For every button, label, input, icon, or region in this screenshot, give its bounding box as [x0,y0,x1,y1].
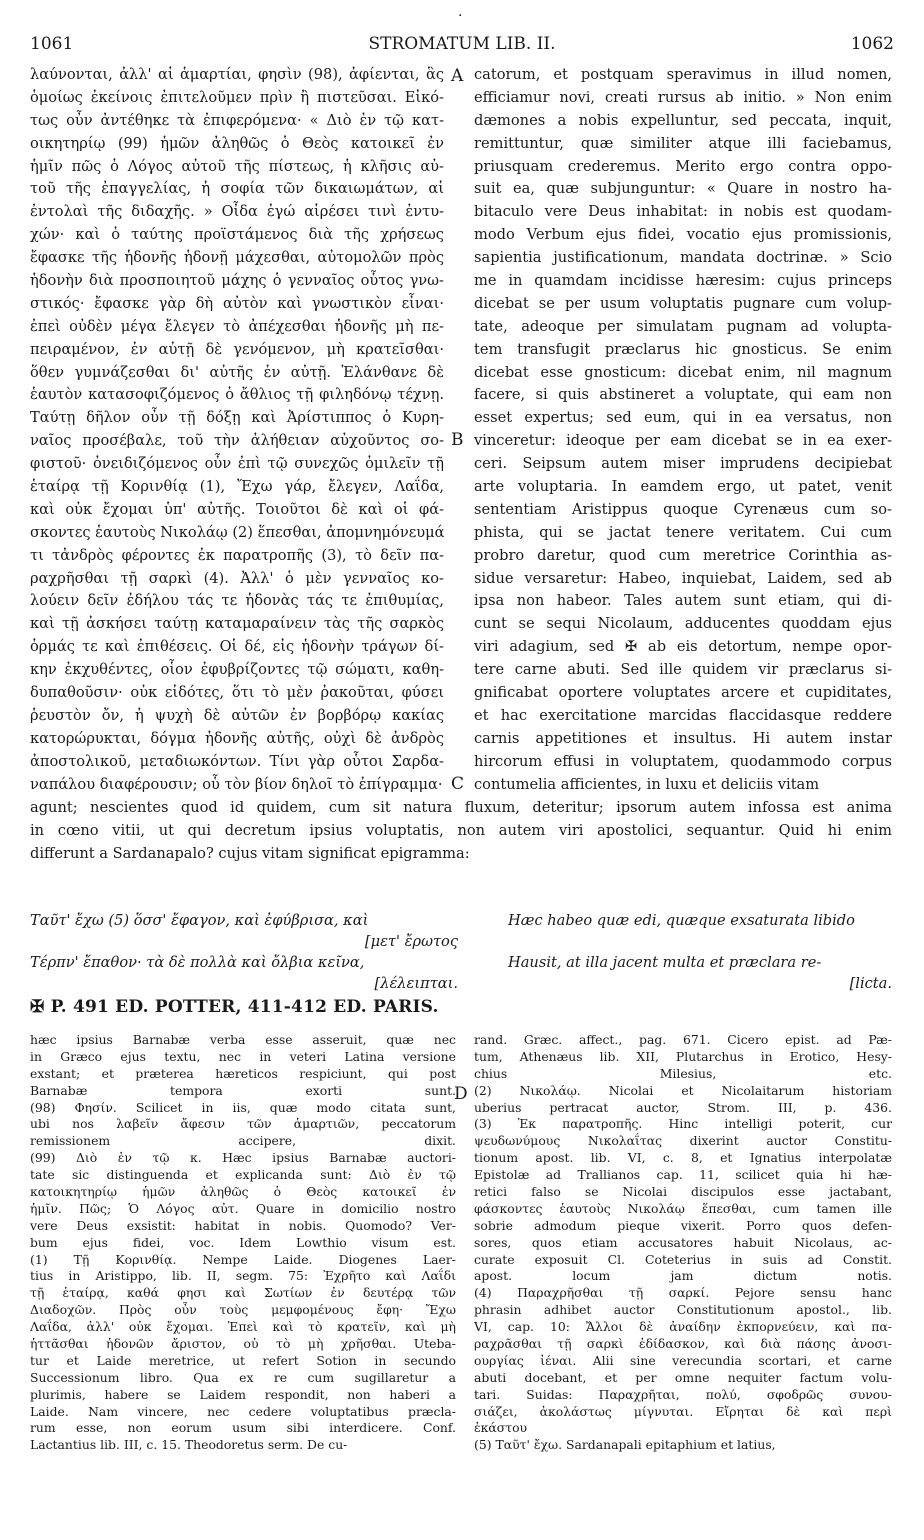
latin-text-line: bitaculo vere Deus inhabitat: in nobis est quodam- [474,203,892,221]
verse-latin-line-3: [licta. [849,975,892,992]
footnote-left-line: τῇ ἑταίρᾳ, καθά φησι καὶ Σωτίων ἐν δευτέρᾳ τῶν [30,1285,456,1301]
full-width-text [30,797,892,866]
latin-text-line: esset expertus; sed eum, qui in ea versatus, non [474,409,892,427]
latin-text-line: phista, qui se jactat tenere veritatem. Cui cum [474,523,892,541]
greek-text-line: σκοντες ἑαυτοὺς Νικολάῳ (2) ἕπεσθαι, ἀπομνημόνευμά [30,523,444,541]
footnote-right-line: VI, cap. 10: Ἄλλοι δὲ ἀναίδην ἐκπορνεύειν, καὶ πα- [474,1319,892,1335]
footnote-right-line: rand. Græc. affect., pag. 671. Cicero epist. ad Pæ- [474,1032,892,1047]
footnote-right-line: tionum apost. lib. VI, c. 8, et Ignatius interpolatæ [474,1150,892,1166]
latin-text-line: remittuntur, quæ similiter atque illi faciebamus, [474,134,892,152]
verse-greek-line-3: Τέρπν' ἔπαθον· τὰ δὲ πολλὰ καὶ ὄλβια κεῖνα, [30,954,365,971]
greek-text-line: ναπάλου διαφέρουσιν; οὗ τὸν βίον δηλοῖ τὸ ἐπίγραμμα· [30,775,443,793]
verse-greek-line-1: Ταῦτ' ἔχω (5) ὅσσ' ἔφαγον, καὶ ἐφύβρισα, καὶ [30,912,369,929]
latin-text-line: modo Verbum ejus fidei, vocatio ejus promissionis, [474,226,892,244]
latin-text-line: priusquam crederemus. Merito ergo contra oppo- [474,157,892,175]
footnote-right-line: ουργίας ἰέναι. Alii sine verecundia scortari, et carne [474,1352,892,1368]
latin-text-line: ceri. Seipsum autem miser imprudens decipiebat [474,455,892,473]
full-width-text-line: differunt a Sardanapalo? cujus vitam significat epigramma: [30,844,470,862]
latin-text-line: ipsa non habeor. Tales autem sunt etiam, qui di- [474,592,892,610]
footnote-right-line: sobrie admodum pieque vixerit. Porro quos defen- [474,1217,892,1233]
greek-text-line: οικητηρίῳ (99) ἡμῶν ἀληθῶς ὁ Θεὸς κατοικεῖ ἐν [30,134,444,152]
latin-text-line: tate, adeoque per simulatam pugnam ad volupta- [474,317,892,335]
greek-text-line: ἡμῖν πῶς ὁ Λόγος αὐτοῦ τῆς πίστεως, ἡ κλῆσις αὐ- [30,157,444,175]
footnote-left-line: Barnabæ tempora exorti sunt. [30,1082,456,1098]
footnote-right-line: sores, quos etiam accusatores habuit Nicolaus, ac- [474,1234,892,1250]
footnote-left-line: Lactantius lib. III, c. 15. Theodoretus serm. De cu- [30,1437,348,1453]
footnote-right-line: (5) Ταῦτ' ἔχω. Sardanapali epitaphium et latius, [474,1437,776,1453]
margin-marker-b: B [451,430,464,450]
greek-text-line: ἑταίρᾳ τῇ Κορινθίᾳ (1), Ἔχω γάρ, ἔλεγεν, Λαΐδα, [30,478,444,496]
footnote-left-line: tius in Aristippo, lib. II, segm. 75: Ἐχρῆτο καὶ Λαΐδι [30,1268,456,1284]
greek-text-line: κατορώρυκται, δόγμα ἡδονῆς αὐτῆς, οὐχὶ δὲ ἀνδρὸς [30,729,444,747]
latin-text-line: et hac exercitatione marcidas flaccidasque reddere [474,706,892,724]
greek-text-line: δυπαθοῦσιν· οὐκ εἰδότες, ὅτι τὸ μὲν ῥακοῦται, φύσει [30,684,444,702]
footnote-left-line: Laide. Nam vincere, nec cedere voluptatibus præcla- [30,1403,456,1419]
footnote-left-line: Λαΐδα, ἀλλ' οὐκ ἔχομαι. Ἐπεὶ καὶ τὸ κρατεῖν, καὶ μὴ [30,1319,456,1335]
greek-text-line: ὅθεν γυμνάζεσθαι δι' αὐτῆς ἐν αὐτῇ. Ἐλάνθανε δὲ [30,363,444,381]
footnote-left-line: (98) Φησίν. Scilicet in iis, quæ modo citata sunt, [30,1099,456,1115]
greek-text-line: ῥευστὸν ὄν, ἡ ψυχὴ δὲ αὐτῶν ἐν βορβόρῳ κακίας [30,706,444,724]
latin-text-line: hircorum effusi in voluptatem, quodammodo corpus [474,752,892,770]
greek-text-line: φιστοῦ· ὀνειδιζόμενος οὖν ἐπὶ τῷ συνεχῶς ὁμιλεῖν τῇ [30,455,444,473]
verse-latin-line-1: Hæc habeo quæ edi, quæque exsaturata libido [508,912,855,929]
greek-text-line: ἀποστολικοῦ, μεταδιωκόντων. Τίνι γὰρ οὗτοι Σαρδα- [30,752,444,770]
footnote-left-line: bum ejus fidei, voc. Idem Lowthio visum est. [30,1234,456,1250]
latin-text-line: efficiamur novi, creati rursus ab initio. » Non enim [474,88,892,106]
latin-text-line: vinceretur: ideoque per eam dicebat se in ea exer- [474,432,892,450]
greek-column [30,64,444,797]
greek-text-line: τοῦ τῆς ἐπαγγελίας, ἡ σοφία τῶν δικαιωμάτων, αἱ [30,180,444,198]
greek-text-line: ναῖος προσέβαλε, τοῦ τὴν ἀλήθειαν αὐχοῦντος σο- [30,432,444,450]
footnote-right-line: (4) Παραχρῆσθαι τῇ σαρκί. Pejore sensu hanc [474,1285,892,1301]
footnote-right-line: tari. Suidas: Παραχρῆται, πολύ, σφοδρῶς συνου- [474,1386,892,1402]
verse-latin [508,910,892,994]
footnote-left-line: ἡττᾶσθαι ἡδονῶν ἄριστον, οὐ τὸ μὴ χρῆσθαι. Uteba- [30,1336,456,1352]
latin-text-line: sapientia justificationum, mandata doctrinæ. » Scio [474,249,892,267]
latin-text-line: viri adagium, sed ✠ ab eis detortum, nempe opor- [474,638,892,656]
latin-column [474,64,892,797]
verse-greek [30,910,458,994]
latin-text-line: gnificabat oportere voluptates arcere et cupiditates, [474,684,892,702]
full-width-text-line: in cœno vitii, ut qui decretum ipsius voluptatis, non autem viri apostolici, sequantur. Quid hi enim [30,821,892,839]
greek-text-line: καὶ τῇ ἀσκήσει ταύτῃ καταμαραίνειν τὰς τῆς σαρκὸς [30,615,444,633]
footnote-right-line: uberius pertracat auctor, Strom. III, p. 436. [474,1099,892,1115]
latin-text-line: contumelia afficientes, in luxu et deliciis vitam [474,775,820,793]
greek-text-line: ἡδονὴν διὰ προσποιητοῦ μάχης ὁ γενναῖος οὗτος γνω- [30,272,444,290]
greek-text-line: στικός· ἔφασκε γὰρ δὴ αὐτὸν καὶ γνωστικὸν εἶναι· [30,294,444,312]
greek-text-line: ὁμοίως ἐκείνοις ἐπιτελοῦμεν πρὶν ἢ πιστεῦσαι. Εἰκό- [30,88,444,106]
latin-text-line: dicebat se per usum voluptatis pugnare cum volup- [474,294,892,312]
footnote-right-line: phrasin adhibet auctor Constitutionum apostol., lib. [474,1302,892,1318]
margin-marker-a: A [451,66,464,86]
page-number-right: 1062 [850,34,894,54]
footnote-right-line: curate exposuit Cl. Coteterius in suis ad Constit. [474,1251,892,1267]
latin-text-line: suit ea, quæ subjunguntur: « Quare in nostro ha- [474,180,892,198]
greek-text-line: λούειν δεῖν ἐδήλου τάς τε ἡδονὰς τάς τε ἐπιθυμίας, [30,592,444,610]
greek-text-line: τι τἀνδρὸς φέροντες ἐκ παρατροπῆς (3), τὸ δεῖν πα- [30,546,444,564]
footnote-left-line: remissionem accipere, dixit. [30,1133,456,1149]
potter-reference: ✠ P. 491 ED. POTTER, 411-412 ED. PARIS. [30,997,439,1017]
footnote-right-line: ραχρᾶσθαι τῇ σαρκὶ ἐδίδασκον, καὶ διὰ πάσης ἀνοσι- [474,1336,892,1352]
footnote-right-line: (2) Νικολάῳ. Nicolai et Nicolaitarum historiam [474,1082,892,1098]
footnote-right-line: retici falso se Nicolai discipulos esse jactabant, [474,1184,892,1200]
footnote-right-line: apost. locum jam dictum notis. [474,1268,892,1284]
footnotes-left [30,1032,456,1454]
footnote-right-line: ψευδωνύμους Νικολαΐτας dixerint auctor Constitu- [474,1133,892,1149]
footnote-right-line: chius Milesius, etc. [474,1065,892,1081]
footnote-right-line: Epistolæ ad Trallianos cap. 11, scilicet quia hi hæ- [474,1167,892,1183]
latin-text-line: tem transfugit præclarus hic gnosticus. Se enim [474,340,892,358]
latin-text-line: carnis appetitiones et insultus. Hi autem instar [474,729,892,747]
footnote-left-line: Successionum libro. Qua ex re cum sugillaretur a [30,1369,456,1385]
footnote-left-line: tur et Laide meretrice, ut refert Sotion in secundo [30,1352,456,1368]
greek-text-line: ὁρμάς τε καὶ ἐπιθέσεις. Οἱ δέ, εἰς ἡδονὴν τράγων δί- [30,638,444,656]
latin-text-line: dæmones a nobis expelluntur, sed peccata, inquit, [474,111,892,129]
footnote-right-line: ἑκάστου [474,1420,528,1436]
greek-text-line: ἐπεὶ οὐδὲν μέγα ἔλεγεν τὸ ἀπέχεσθαι ἡδονῆς μὴ πε- [30,317,444,335]
verse-latin-line-2: Hausit, at illa jacent multa et præclara re- [508,954,822,971]
latin-text-line: sententiam Aristippus quoque Cyrenæus cum so- [474,500,892,518]
page-number-left: 1061 [30,34,74,54]
greek-text-line: χών· καὶ ὁ ταύτης προϊστάμενος διὰ τῆς χρήσεως [30,226,444,244]
greek-text-line: ραχρῆσθαι τῇ σαρκὶ (4). Ἀλλ' ὁ μὲν γενναῖος κο- [30,569,444,587]
footnote-left-line: rum esse, non eorum usum sibi interdicere. Conf. [30,1420,456,1436]
latin-text-line: tere carne abuti. Sed ille quidem vir præclarus si- [474,661,892,679]
running-title: STROMATUM LIB. II. [368,34,556,54]
footnotes-right [474,1032,892,1454]
greek-text-line: τως οὖν ἀντέθηκε τὰ ἐπιφερόμενα· « Διὸ ἐν τῷ κατ- [30,111,444,129]
footnote-left-line: (99) Διὸ ἐν τῷ κ. Hæc ipsius Barnabæ auctori- [30,1150,456,1166]
greek-text-line: λαύνονται, ἀλλ' αἱ ἁμαρτίαι, φησὶν (98), ἀφίενται, ἃς [30,66,444,83]
greek-text-line: καὶ οὐκ ἔχομαι ὑπ' αὐτῆς. Τοιοῦτοι δὲ καὶ οἱ φά- [30,500,444,518]
footnote-left-line: ubi nos λαβεῖν ἄφεσιν τῶν ἁμαρτιῶν, peccatorum [30,1116,456,1132]
verse-greek-line-2: [μετ' ἔρωτος [364,933,458,950]
latin-text-line: arte voluptaria. In eamdem ergo, ut patet, venit [474,478,892,496]
footnote-left-line: plurimis, habere se Laidem respondit, non haberi a [30,1386,456,1402]
margin-marker-d: D [454,1084,468,1104]
footnote-left-line: (1) Τῇ Κορινθίᾳ. Nempe Laide. Diogenes Laer- [30,1251,456,1267]
latin-text-line: facere, si quis abstineret a voluptate, qui eam non [474,386,892,404]
footnote-left-line: tate sic distinguenda et explicanda sunt: Διὸ ἐν τῷ [30,1167,456,1183]
footnote-right-line: (3) Ἐκ παρατροπῆς. Hinc intelligi poterit, cur [474,1116,892,1132]
latin-text-line: sidue versaretur: Habeo, inquiebat, Laidem, sed ab [474,569,892,587]
latin-text-line: catorum, et postquam speravimus in illud nomen, [474,66,892,83]
greek-text-line: πειραμένον, ἐν αὐτῇ δὲ γενόμενον, μὴ κρατεῖσθαι· [30,340,444,358]
footnote-right-line: φάσκοντες ἑαυτοὺς Νικολάῳ ἕπεσθαι, cum tamen ille [474,1200,892,1216]
top-dot: · [458,8,463,24]
full-width-text-line: agunt; nescientes quod id quidem, cum sit natura fluxum, deteritur; ipsorum autem infossa est anima [30,799,892,816]
footnote-left-line: Διαδοχῶν. Πρὸς οὖν τοὺς μεμφομένους ἔφη· Ἔχω [30,1302,456,1318]
footnote-left-line: vere Deus exsistit: habitat in nobis. Quomodo? Ver- [30,1217,456,1233]
footnote-left-line: ἡμῖν. Πῶς; Ὁ Λόγος αὐτ. Quare in domicilio nostro [30,1200,456,1216]
footnote-left-line: in Græco ejus textu, nec in veteri Latina versione [30,1048,456,1064]
latin-text-line: cunt se sequi Nicolaum, adducentes quoddam ejus [474,615,892,633]
verse-greek-line-4: [λέλειπται. [374,975,458,992]
greek-text-line: ἔφασκε τῆς ἡδονῆς ἡδονῇ μάχεσθαι, αὐτομολῶν πρὸς [30,249,444,267]
greek-text-line: ἐντολαὶ τῆς διδαχῆς. » Οἶδα ἐγώ αἱρέσει τινὶ ἐντυ- [30,203,444,221]
greek-text-line: ἑαυτὸν κατασοφιζόμενος ὁ ἄθλιος τῇ φιληδόνῳ τέχνῃ. [30,386,444,404]
greek-text-line: Ταύτῃ δῆλον οὖν τῇ δόξῃ καὶ Ἀρίστιππος ὁ Κυρη- [30,409,444,427]
footnote-right-line: σιάζει, ἀκολάστως μίγνυται. Εἴρηται δὲ καὶ περὶ [474,1403,892,1419]
footnote-left-line: hæc ipsius Barnabæ verba esse asseruit, quæ nec [30,1032,456,1047]
footnote-right-line: abuti docebant, et per omne nequiter factum volu- [474,1369,892,1385]
latin-text-line: dicebat esse gnosticum: dicebat enim, nil magnum [474,363,892,381]
greek-text-line: κην ἐκχυθέντες, οἷον ἐφυβρίζοντες τῷ σώματι, καθη- [30,661,444,679]
footnote-left-line: κατοικητηρίῳ ἡμῶν ἀληθῶς ὁ Θεὸς κατοικεῖ ἐν [30,1184,456,1200]
margin-marker-c: C [451,774,465,794]
footnote-right-line: tum, Athenæus lib. XII, Plutarchus in Erotico, Hesy- [474,1048,892,1064]
footnote-left-line: exstant; et præterea hæreticos respiciunt, qui post [30,1065,456,1081]
latin-text-line: me in quamdam incidisse hæresim: cujus princeps [474,272,892,290]
latin-text-line: probro daretur, quod cum meretrice Corinthia as- [474,546,892,564]
